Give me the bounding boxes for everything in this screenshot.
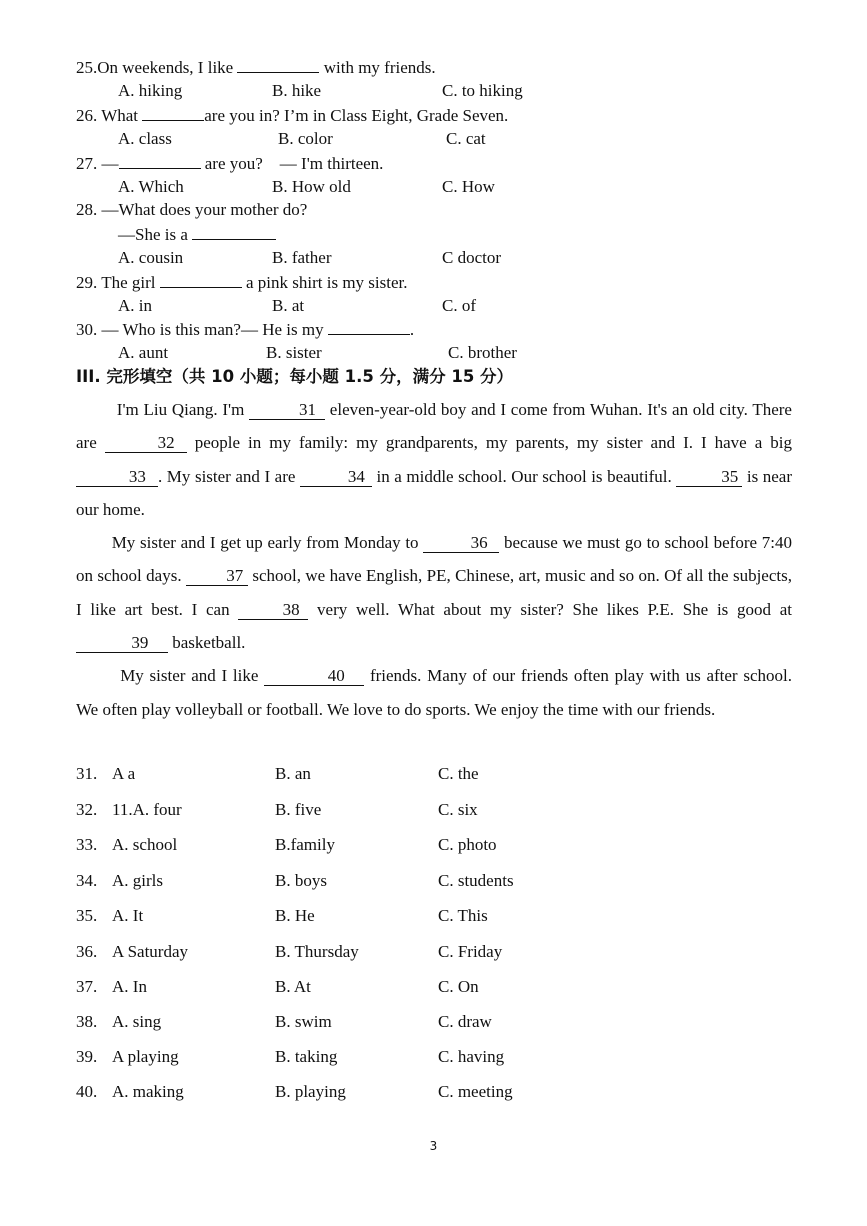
- option-a: A. cousin: [118, 248, 184, 267]
- option-b: B. At: [275, 977, 311, 996]
- option-b: B. at: [272, 296, 305, 315]
- option-a: A. in: [118, 296, 152, 315]
- question-number: 30.: [76, 320, 98, 339]
- option-a: A a: [112, 764, 136, 783]
- option-number: 36.: [76, 942, 98, 961]
- answer-blank: [160, 271, 242, 288]
- option-number: 34.: [76, 871, 98, 890]
- option-number: 37.: [76, 977, 98, 996]
- question-29: [76, 271, 407, 294]
- option-c: C. On: [438, 977, 479, 996]
- option-b: B. How old: [272, 177, 351, 196]
- option-c: C. meeting: [438, 1082, 513, 1101]
- blank-33: 33: [76, 468, 158, 487]
- option-a: A. It: [112, 906, 144, 925]
- option-a: A. school: [112, 835, 178, 854]
- cloze-option-row-35: [76, 904, 636, 928]
- option-number: 38.: [76, 1012, 98, 1031]
- question-30: [76, 318, 414, 341]
- passage-paragraph-1: I'm Liu Qiang. I'm 31 eleven-year-old boy and I come from Wuhan. It's an old city. There are 32 people in my family: my grandparents, my parents, my sister and I. I have a big 33 . My sister and I are 34 in a middle school. Our school is beautiful. 35 is near our home.: [76, 400, 792, 519]
- option-c: C. How: [442, 177, 495, 196]
- cloze-option-row-40: [76, 1080, 636, 1104]
- cloze-option-row-34: [76, 869, 636, 893]
- blank-36: 36: [423, 534, 499, 553]
- option-c: C. six: [438, 800, 478, 819]
- question-text: The girl: [97, 273, 156, 292]
- option-a: A. class: [118, 129, 172, 148]
- option-a: 11.A. four: [112, 800, 182, 819]
- option-b: B. He: [275, 906, 315, 925]
- question-text: On weekends, I like: [97, 58, 234, 77]
- option-b: B. swim: [275, 1012, 332, 1031]
- cloze-passage: [76, 393, 792, 726]
- blank-32: 32: [105, 434, 187, 453]
- option-a: A Saturday: [112, 942, 189, 961]
- option-c: C. brother: [448, 343, 517, 362]
- cloze-option-row-38: [76, 1010, 636, 1034]
- option-a: A. In: [112, 977, 147, 996]
- option-b: B. hike: [272, 81, 322, 100]
- option-c: C. having: [438, 1047, 505, 1066]
- option-a: A. girls: [112, 871, 163, 890]
- option-number: 39.: [76, 1047, 98, 1066]
- option-c: C. Friday: [438, 942, 503, 961]
- option-b: B. boys: [275, 871, 327, 890]
- option-c: C doctor: [442, 248, 502, 267]
- option-c: C. photo: [438, 835, 497, 854]
- question-number: 29.: [76, 273, 98, 292]
- cloze-option-row-33: [76, 833, 636, 857]
- blank-38: 38: [238, 601, 308, 620]
- cloze-option-row-32: [76, 798, 636, 822]
- blank-40: 40: [264, 667, 364, 686]
- question-25: [76, 56, 436, 79]
- answer-blank: [328, 318, 410, 335]
- option-a: A. sing: [112, 1012, 162, 1031]
- option-a: A. aunt: [118, 343, 169, 362]
- blank-34: 34: [300, 468, 372, 487]
- cloze-option-row-36: [76, 940, 636, 964]
- option-c: C. of: [442, 296, 476, 315]
- passage-paragraph-2: My sister and I get up early from Monday to 36 because we must go to school before 7:40 on school days. 37 school, we have English, PE, Chinese, art, music and so on. Of all the subjects, I like art best. I can 38 very well. What about my sister? She likes P.E. She is good at 39 basketball.: [76, 533, 792, 653]
- option-number: 35.: [76, 906, 98, 925]
- answer-blank: [119, 152, 201, 169]
- option-number: 40.: [76, 1082, 98, 1101]
- option-number: 33.: [76, 835, 98, 854]
- question-number: 26.: [76, 106, 98, 125]
- question-text: —: [97, 154, 119, 173]
- question-text: are you? — I'm thirteen.: [200, 154, 384, 173]
- option-a: A playing: [112, 1047, 179, 1066]
- question-number: 27.: [76, 154, 98, 173]
- question-28: [76, 199, 307, 221]
- option-c: C. to hiking: [442, 81, 523, 100]
- question-text: — Who is this man?— He is my: [97, 320, 324, 339]
- blank-37: 37: [186, 567, 248, 586]
- question-text: .: [409, 320, 415, 339]
- option-b: B. taking: [275, 1047, 338, 1066]
- option-b: B. sister: [266, 343, 322, 362]
- option-c: C. draw: [438, 1012, 492, 1031]
- option-a: A. hiking: [118, 81, 183, 100]
- cloze-option-row-37: [76, 975, 636, 999]
- option-c: C. This: [438, 906, 488, 925]
- option-b: B. five: [275, 800, 322, 819]
- answer-blank: [237, 56, 319, 73]
- option-a: A. Which: [118, 177, 184, 196]
- question-text: are you in? I’m in Class Eight, Grade Seven.: [204, 106, 509, 125]
- question-28-line2: —She is a: [118, 223, 276, 246]
- option-b: B.family: [275, 835, 335, 854]
- blank-39: 39: [76, 634, 168, 653]
- option-c: C. students: [438, 871, 514, 890]
- question-number: 28.: [76, 200, 98, 219]
- question-text: with my friends.: [319, 58, 436, 77]
- answer-blank: [142, 104, 204, 121]
- option-number: 31.: [76, 764, 98, 783]
- option-a: A. making: [112, 1082, 184, 1101]
- question-27: [76, 152, 383, 175]
- cloze-option-row-31: [76, 762, 636, 786]
- passage-paragraph-3: My sister and I like 40 friends. Many of our friends often play with us after school. We often play volleyball or football. We love to do sports. We enjoy the time with our friends.: [76, 666, 792, 719]
- option-b: B. color: [278, 129, 333, 148]
- option-b: B. father: [272, 248, 332, 267]
- question-number: 25.: [76, 58, 98, 77]
- cloze-option-row-39: [76, 1045, 636, 1069]
- option-c: C. the: [438, 764, 479, 783]
- option-b: B. an: [275, 764, 311, 783]
- answer-blank: [192, 223, 276, 240]
- option-b: B. playing: [275, 1082, 346, 1101]
- option-b: B. Thursday: [275, 942, 359, 961]
- option-number: 32.: [76, 800, 98, 819]
- question-text: What: [97, 106, 139, 125]
- question-text: —What does your mother do?: [97, 200, 308, 219]
- option-c: C. cat: [446, 129, 486, 148]
- page-number: 3: [429, 1139, 438, 1153]
- blank-31: 31: [249, 401, 325, 420]
- question-text: a pink shirt is my sister.: [241, 273, 408, 292]
- blank-35: 35: [676, 468, 742, 487]
- section-title: III. 完形填空（共 10 小题；每小题 1.5 分，满分 15 分）: [76, 367, 514, 386]
- question-26: [76, 104, 508, 127]
